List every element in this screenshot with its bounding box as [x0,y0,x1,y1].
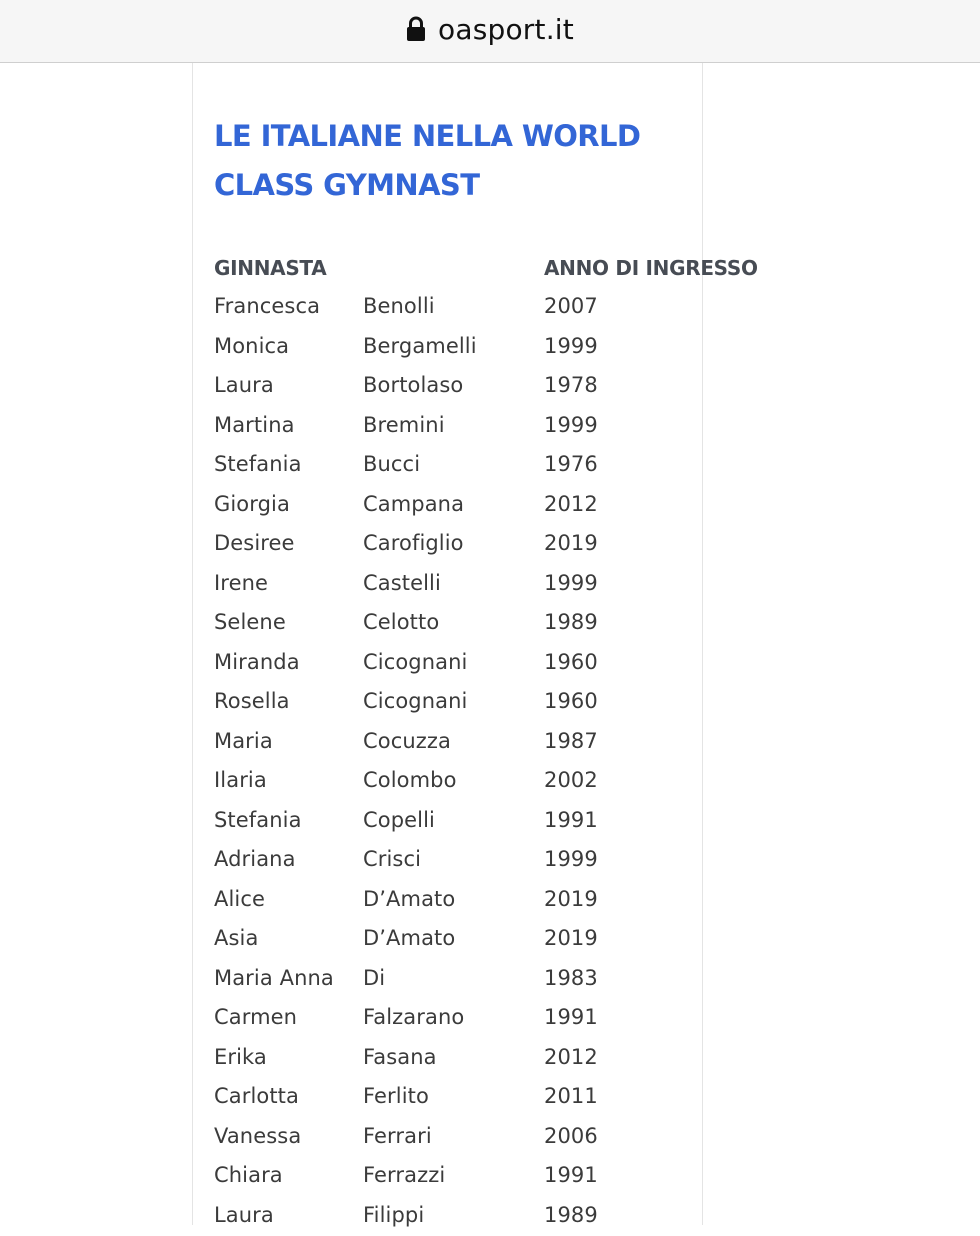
last-name-cell: Bucci [363,452,420,476]
url-text: oasport.it [438,13,574,46]
year-cell: 1976 [544,452,598,476]
browser-url-bar[interactable] [0,0,980,63]
year-cell: 1999 [544,847,598,871]
last-name-cell: Benolli [363,294,435,318]
table-row [0,525,980,565]
table-row [0,486,980,526]
year-cell: 1999 [544,571,598,595]
last-name-cell: Colombo [363,768,457,792]
year-cell: 2002 [544,768,598,792]
year-cell: 1999 [544,413,598,437]
first-name-cell: Stefania [214,808,302,832]
first-name-cell: Monica [214,334,289,358]
first-name-cell: Giorgia [214,492,290,516]
title-line-1: LE ITALIANE NELLA WORLD [214,119,640,153]
first-name-cell: Alice [214,887,265,911]
table-row [0,328,980,368]
article-title [214,112,674,210]
year-cell: 1999 [544,334,598,358]
table-row [0,407,980,447]
year-cell: 1991 [544,1163,598,1187]
last-name-cell: Bremini [363,413,445,437]
table-row [0,683,980,723]
table-row [0,367,980,407]
first-name-cell: Asia [214,926,258,950]
last-name-cell: Di [363,966,385,990]
first-name-cell: Carmen [214,1005,297,1029]
year-cell: 1983 [544,966,598,990]
year-cell: 1991 [544,808,598,832]
year-cell: 2019 [544,926,598,950]
table-row [0,1039,980,1079]
year-cell: 2012 [544,492,598,516]
year-cell: 1987 [544,729,598,753]
table-row [0,960,980,1000]
table-row [0,802,980,842]
table-row [0,1078,980,1118]
last-name-cell: Bergamelli [363,334,477,358]
table-row [0,762,980,802]
table-row [0,1197,980,1236]
table-row [0,565,980,605]
title-line-2: CLASS GYMNAST [214,168,479,202]
last-name-cell: Ferrari [363,1124,432,1148]
column-header-anno: ANNO DI INGRESSO [544,256,758,280]
gymnast-table [0,288,980,1236]
last-name-cell: Cicognani [363,689,467,713]
url-display[interactable] [406,13,574,46]
first-name-cell: Desiree [214,531,295,555]
year-cell: 2019 [544,887,598,911]
table-row [0,999,980,1039]
last-name-cell: Castelli [363,571,441,595]
year-cell: 2006 [544,1124,598,1148]
table-row [0,604,980,644]
last-name-cell: D’Amato [363,887,455,911]
year-cell: 2019 [544,531,598,555]
table-row [0,920,980,960]
last-name-cell: Cocuzza [363,729,451,753]
last-name-cell: Ferlito [363,1084,429,1108]
first-name-cell: Carlotta [214,1084,299,1108]
first-name-cell: Maria [214,729,273,753]
table-row [0,841,980,881]
column-header-ginnasta: GINNASTA [214,256,326,280]
table-row [0,644,980,684]
first-name-cell: Laura [214,1203,274,1227]
year-cell: 1960 [544,650,598,674]
first-name-cell: Ilaria [214,768,267,792]
last-name-cell: Ferrazzi [363,1163,445,1187]
last-name-cell: D’Amato [363,926,455,950]
table-row [0,881,980,921]
first-name-cell: Selene [214,610,286,634]
last-name-cell: Copelli [363,808,435,832]
last-name-cell: Cicognani [363,650,467,674]
year-cell: 1989 [544,1203,598,1227]
lock-icon [406,16,426,42]
year-cell: 2012 [544,1045,598,1069]
table-row [0,288,980,328]
first-name-cell: Erika [214,1045,267,1069]
last-name-cell: Filippi [363,1203,424,1227]
table-row [0,1157,980,1197]
table-row [0,1118,980,1158]
last-name-cell: Campana [363,492,464,516]
last-name-cell: Crisci [363,847,421,871]
first-name-cell: Laura [214,373,274,397]
first-name-cell: Adriana [214,847,296,871]
first-name-cell: Francesca [214,294,320,318]
first-name-cell: Irene [214,571,268,595]
first-name-cell: Vanessa [214,1124,301,1148]
year-cell: 1991 [544,1005,598,1029]
first-name-cell: Stefania [214,452,302,476]
table-row [0,723,980,763]
year-cell: 1960 [544,689,598,713]
last-name-cell: Falzarano [363,1005,464,1029]
first-name-cell: Rosella [214,689,290,713]
first-name-cell: Maria Anna [214,966,334,990]
year-cell: 1989 [544,610,598,634]
last-name-cell: Fasana [363,1045,437,1069]
first-name-cell: Martina [214,413,295,437]
year-cell: 2007 [544,294,598,318]
first-name-cell: Miranda [214,650,300,674]
last-name-cell: Carofiglio [363,531,464,555]
year-cell: 1978 [544,373,598,397]
table-row [0,446,980,486]
last-name-cell: Celotto [363,610,439,634]
last-name-cell: Bortolaso [363,373,463,397]
year-cell: 2011 [544,1084,598,1108]
first-name-cell: Chiara [214,1163,283,1187]
